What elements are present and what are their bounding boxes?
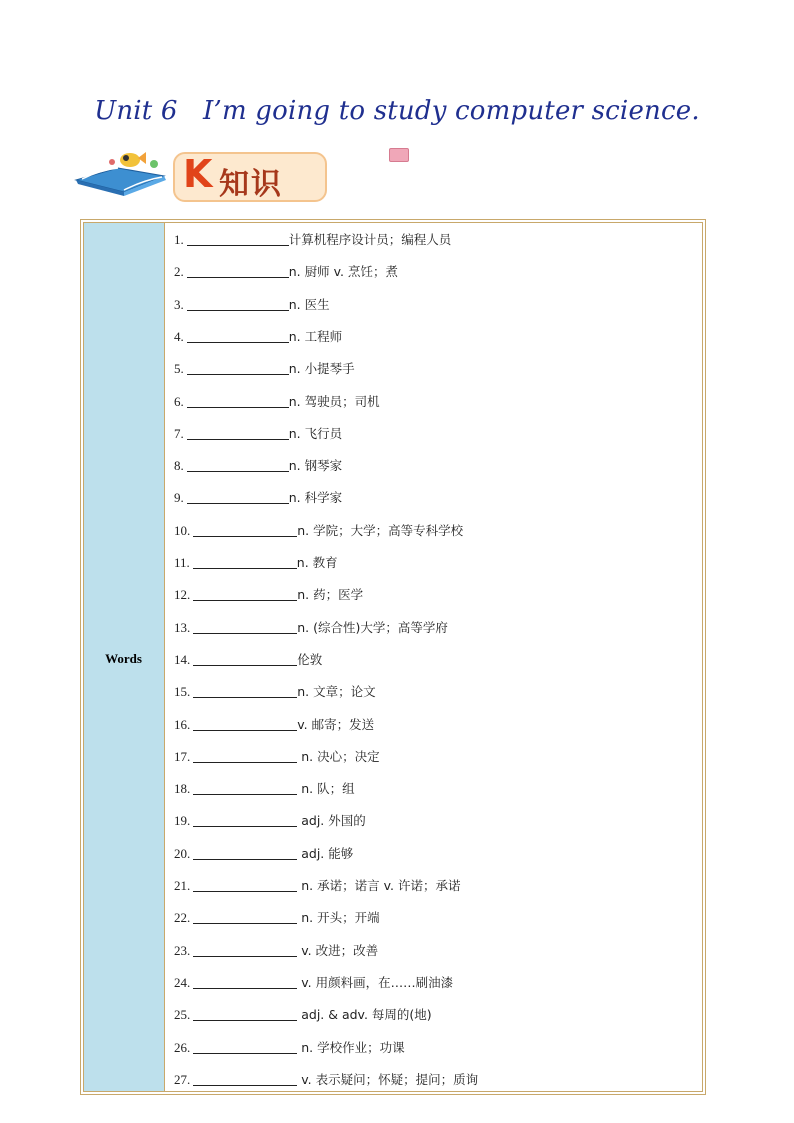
answer-blank[interactable]	[193, 1007, 297, 1021]
item-number: 3.	[174, 296, 184, 312]
answer-blank[interactable]	[187, 297, 289, 311]
list-item	[174, 296, 330, 314]
list-item	[174, 942, 378, 960]
list-item	[174, 489, 342, 507]
item-number: 13.	[174, 619, 191, 635]
answer-blank[interactable]	[193, 846, 297, 860]
answer-blank[interactable]	[187, 394, 289, 408]
answer-blank[interactable]	[193, 910, 297, 924]
answer-blank[interactable]	[193, 684, 297, 698]
page-title: Unit 6 I’m going to study computer science.	[94, 96, 700, 126]
answer-blank[interactable]	[193, 587, 297, 601]
answer-blank[interactable]	[193, 652, 297, 666]
clip-icon	[389, 148, 409, 162]
item-number: 8.	[174, 458, 184, 474]
knowledge-banner	[72, 146, 342, 202]
item-definition: n. 驾驶员；司机	[288, 393, 380, 409]
item-definition: v. 用颜料画，在……刷油漆	[297, 974, 454, 990]
item-definition: n. 小提琴手	[288, 361, 355, 377]
item-definition: n. 承诺；诺言 v. 许诺；承诺	[297, 878, 461, 893]
list-item	[174, 1039, 405, 1057]
list-item	[174, 716, 374, 734]
list-item	[174, 651, 322, 669]
item-definition: n. 队；组	[297, 781, 355, 797]
list-item	[174, 748, 380, 766]
item-number: 14.	[174, 651, 191, 667]
item-number: 11.	[174, 555, 190, 570]
item-definition: n. (综合性)大学；高等学府	[297, 619, 448, 635]
item-number: 9.	[174, 490, 184, 506]
item-number: 2.	[174, 264, 184, 280]
knowledge-letter: K	[183, 152, 213, 196]
list-item	[174, 780, 355, 798]
list-item	[174, 360, 355, 378]
answer-blank[interactable]	[187, 264, 289, 278]
answer-blank[interactable]	[193, 717, 297, 731]
item-definition: n. 学校作业；功课	[297, 1039, 405, 1055]
item-definition: v. 邮寄；发送	[297, 716, 375, 732]
answer-blank[interactable]	[193, 878, 297, 892]
item-number: 6.	[174, 393, 184, 409]
answer-blank[interactable]	[193, 523, 297, 537]
list-item	[174, 974, 453, 992]
item-number: 19.	[174, 813, 191, 829]
item-definition: v. 改进；改善	[297, 942, 379, 958]
item-definition: n. 工程师	[288, 328, 343, 344]
answer-blank[interactable]	[187, 458, 289, 472]
item-number: 12.	[174, 587, 191, 603]
open-book-icon	[72, 146, 172, 202]
list-item	[174, 909, 380, 927]
item-number: 17.	[174, 748, 191, 764]
item-number: 4.	[174, 328, 184, 344]
item-definition: n. 决心；决定	[297, 748, 380, 764]
answer-blank[interactable]	[187, 232, 289, 246]
item-definition: v. 表示疑问；怀疑；提问；质询	[297, 1071, 479, 1087]
list-item	[174, 619, 448, 637]
item-number: 21.	[174, 878, 191, 893]
list-item	[174, 231, 451, 249]
list-item	[174, 522, 463, 540]
item-number: 18.	[174, 781, 191, 797]
item-definition: n. 医生	[288, 296, 330, 312]
section-label: Words	[105, 651, 142, 666]
answer-blank[interactable]	[187, 490, 289, 504]
knowledge-label	[173, 152, 327, 202]
item-definition: n. 学院；大学；高等专科学校	[297, 522, 464, 538]
list-item	[174, 1071, 478, 1089]
item-number: 16.	[174, 716, 191, 732]
list-item	[174, 683, 376, 701]
list-item	[174, 1006, 432, 1024]
list-item	[174, 328, 342, 346]
item-number: 20.	[174, 845, 191, 861]
item-number: 23.	[174, 942, 191, 958]
item-number: 27.	[174, 1071, 191, 1087]
item-definition: 计算机程序设计员；编程人员	[288, 232, 452, 247]
item-definition: n. 教育	[296, 555, 338, 570]
item-definition: n. 文章；论文	[297, 684, 376, 700]
list-item	[174, 425, 342, 443]
answer-blank[interactable]	[193, 1040, 297, 1054]
item-definition: n. 药；医学	[297, 587, 364, 603]
list-item	[174, 554, 338, 572]
answer-blank[interactable]	[187, 426, 289, 440]
answer-blank[interactable]	[193, 813, 297, 827]
answer-blank[interactable]	[193, 749, 297, 763]
answer-blank[interactable]	[187, 361, 289, 375]
list-item	[174, 877, 460, 895]
list-item	[174, 457, 342, 475]
section-label-cell	[83, 222, 165, 1092]
item-number: 10.	[174, 522, 191, 538]
item-definition: n. 飞行员	[288, 425, 343, 441]
answer-blank[interactable]	[187, 329, 289, 343]
item-definition: n. 科学家	[288, 490, 343, 506]
item-definition: n. 厨师 v. 烹饪；煮	[288, 264, 398, 280]
item-number: 1.	[174, 232, 184, 247]
item-number: 25.	[174, 1007, 191, 1023]
answer-blank[interactable]	[193, 620, 297, 634]
item-definition: n. 钢琴家	[288, 458, 343, 474]
item-number: 24.	[174, 974, 191, 990]
knowledge-text: 知识	[219, 167, 283, 202]
item-number: 26.	[174, 1039, 191, 1055]
item-number: 15.	[174, 684, 191, 700]
answer-blank[interactable]	[193, 555, 297, 569]
answer-blank[interactable]	[193, 1072, 297, 1086]
item-definition: adj. 能够	[297, 845, 354, 861]
item-number: 5.	[174, 361, 184, 377]
item-definition: 伦敦	[297, 651, 323, 667]
list-item	[174, 812, 366, 830]
list-item	[174, 393, 380, 411]
item-definition: n. 开头；开端	[297, 910, 380, 926]
item-number: 22.	[174, 910, 191, 926]
list-item	[174, 263, 398, 281]
answer-blank[interactable]	[193, 975, 297, 989]
item-definition: adj. 外国的	[297, 813, 366, 829]
item-number: 7.	[174, 425, 184, 441]
item-definition: adj. & adv. 每周的(地)	[297, 1007, 432, 1023]
answer-blank[interactable]	[193, 943, 297, 957]
list-item	[174, 845, 353, 863]
answer-blank[interactable]	[193, 781, 297, 795]
list-item	[174, 586, 363, 604]
